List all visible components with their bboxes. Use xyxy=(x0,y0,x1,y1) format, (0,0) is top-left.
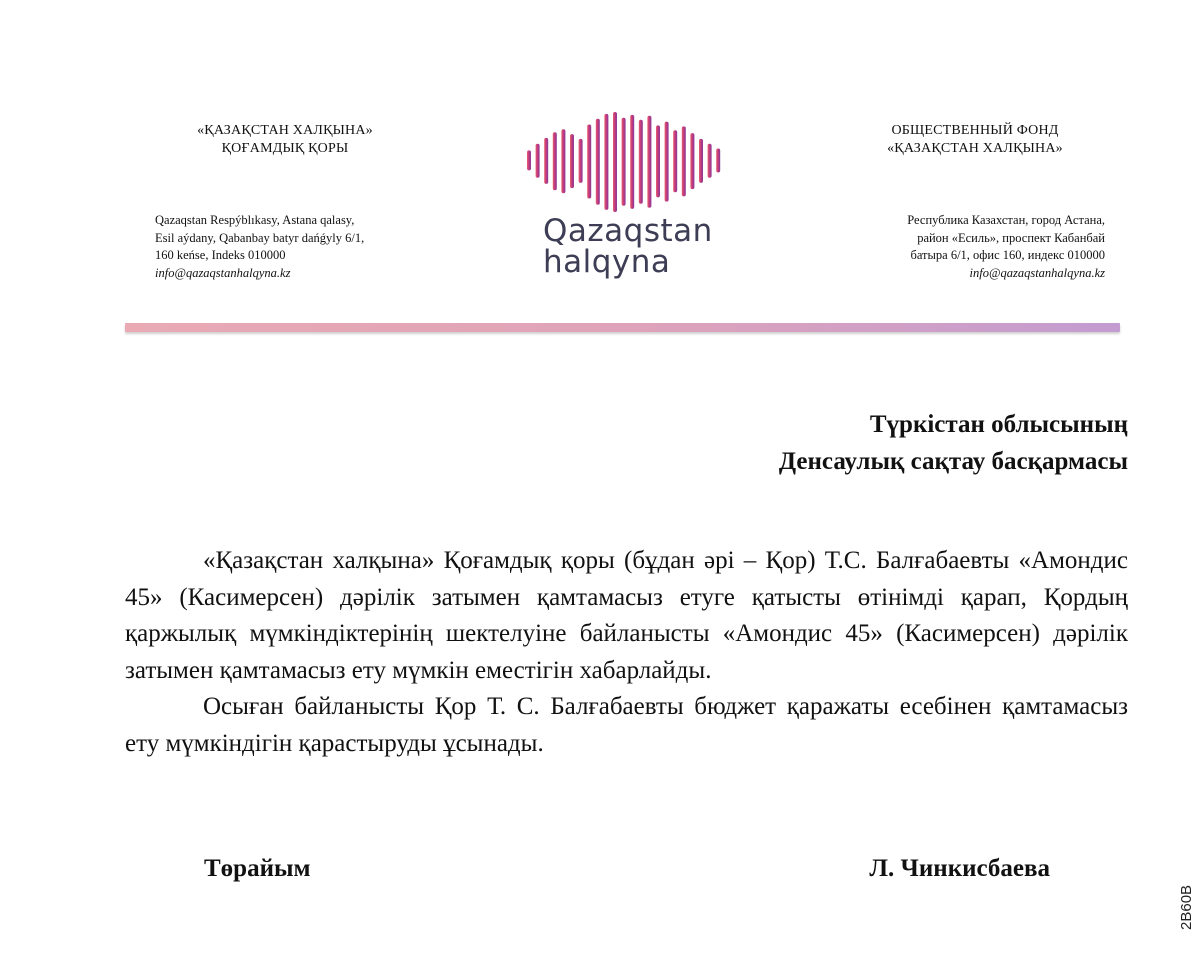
logo-wordmark xyxy=(543,213,713,280)
right-address xyxy=(820,212,1105,282)
body-paragraph: Осыған байланысты Қор Т. С. Балғабаевты бюджет қаражаты есебінен қамтамасыз ету мүмкіндігін қарастыруды ұсынады. xyxy=(125,693,1128,757)
logo-bar xyxy=(656,125,660,197)
logo-bar xyxy=(647,116,651,208)
logo-bar xyxy=(716,149,720,173)
left-org-line: ҚОҒАМДЫҚ ҚОРЫ xyxy=(221,141,349,156)
signatory-name: Л. Чинкисбаева xyxy=(869,855,1050,882)
right-org-line: «ҚАЗАҚСТАН ХАЛҚЫНА» xyxy=(887,141,1063,156)
logo-bar xyxy=(690,133,694,189)
logo-bar xyxy=(630,115,634,209)
logo-bar xyxy=(570,134,574,188)
logo-bar xyxy=(553,132,557,190)
recipient-line: Денсаулық сақтау басқармасы xyxy=(778,448,1128,475)
header-divider xyxy=(125,323,1120,332)
logo-bar xyxy=(536,144,540,178)
logo-word: halqyna xyxy=(543,244,671,280)
logo-bar xyxy=(544,138,548,184)
logo-bar xyxy=(613,112,617,212)
address-line: Esil aýdany, Qabanbay batyr dańǵyly 6/1, xyxy=(155,230,365,245)
logo-bar xyxy=(622,118,626,206)
logo-word: Qazaqstan xyxy=(543,213,713,249)
address-line: 160 keńse, Indeks 010000 xyxy=(155,248,286,262)
logo-bar xyxy=(596,119,600,205)
logo-bar xyxy=(579,139,583,183)
recipient-block xyxy=(779,406,1128,480)
signatory-title: Төрайым xyxy=(204,855,311,882)
logo-bar xyxy=(665,122,669,202)
recipient-line: Түркістан облысының xyxy=(869,411,1128,438)
logo-bar xyxy=(561,129,565,193)
logo-bar xyxy=(699,139,703,183)
letter-body xyxy=(125,543,1128,762)
logo-bar xyxy=(604,114,608,210)
address-line: Qazaqstan Respýblıkasy, Astana qalasy, xyxy=(155,213,355,227)
logo-bar xyxy=(527,150,531,170)
right-org-name xyxy=(840,122,1110,158)
address-line: район «Есиль», проспект Кабанбай xyxy=(917,230,1105,245)
right-org-line: ОБЩЕСТВЕННЫЙ ФОНД xyxy=(891,123,1059,138)
logo-bar xyxy=(682,126,686,196)
right-email-link[interactable]: info@qazaqstanhalqyna.kz xyxy=(969,265,1105,280)
logo-bar xyxy=(708,144,712,178)
left-address xyxy=(155,212,455,282)
left-org-name xyxy=(150,122,420,158)
left-email-link[interactable]: info@qazaqstanhalqyna.kz xyxy=(155,265,291,280)
address-line: Республика Казахстан, город Астана, xyxy=(907,213,1105,227)
logo-bar xyxy=(673,130,677,192)
logo-soundwave-icon xyxy=(515,108,735,218)
document-code: 2B60B xyxy=(1178,884,1195,930)
organization-logo xyxy=(515,108,735,298)
body-paragraph: «Қазақстан халқына» Қоғамдық қоры (бұдан әрі – Қор) Т.С. Балғабаевты «Амондис 45» (Касимерсен) дәрілік затымен қамтамасыз етуге қатысты өтінімді қарап, Қордың қаржылық мүмкіндіктерінің шектелуіне байланысты «Амондис 45» (Касимерсен) дәрілік затымен қамтамасыз ету мүмкін еместігін хабарлайды. xyxy=(125,547,1128,684)
logo-bar xyxy=(587,125,591,199)
address-line: батыра 6/1, офис 160, индекс 010000 xyxy=(910,248,1105,262)
left-org-line: «ҚАЗАҚСТАН ХАЛҚЫНА» xyxy=(197,123,373,138)
logo-bar xyxy=(639,120,643,204)
